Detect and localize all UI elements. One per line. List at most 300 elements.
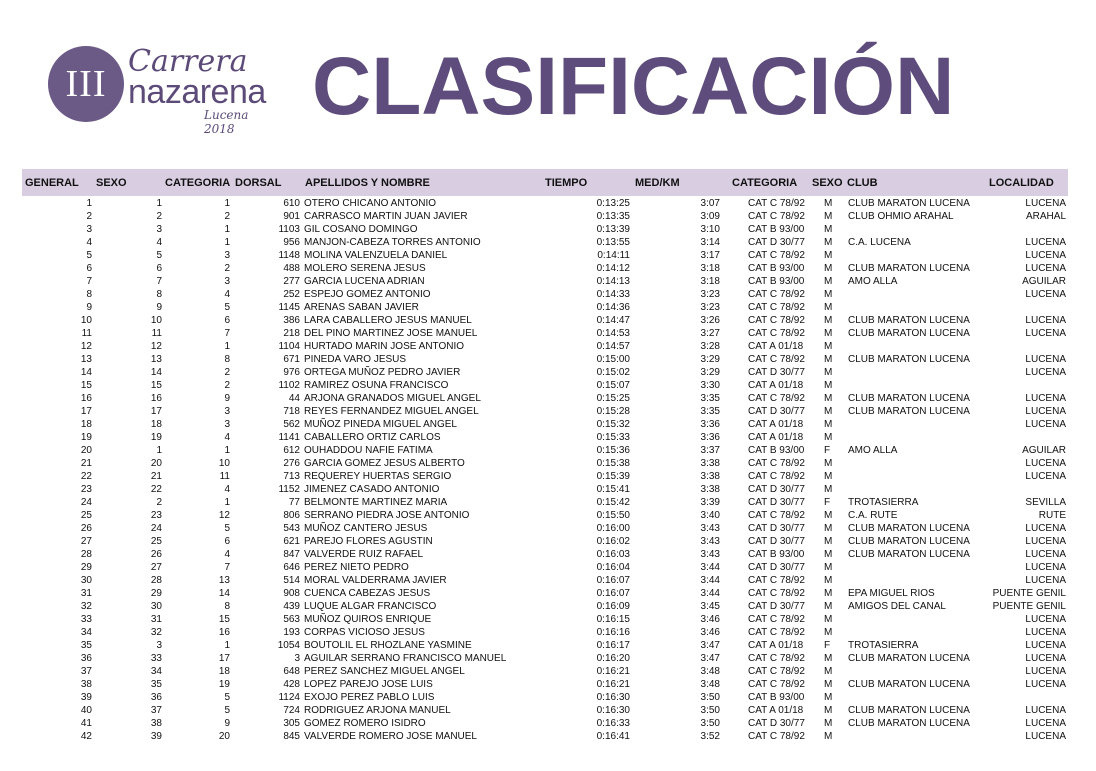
cell-club: CLUB MARATON LUCENA <box>848 679 970 690</box>
cell-categoria: CAT C 78/92 <box>748 289 805 300</box>
cell-tiempo: 0:16:21 <box>596 666 630 677</box>
cell-tiempo: 0:14:36 <box>596 302 630 313</box>
cell-localidad: LUCENA <box>1025 406 1066 417</box>
table-row <box>0 483 1096 496</box>
cell-general: 7 <box>86 276 92 287</box>
cell-sexo: M <box>824 731 833 742</box>
table-row <box>0 600 1096 613</box>
table-row <box>0 574 1096 587</box>
cell-sexo: M <box>824 211 833 222</box>
cell-tiempo: 0:15:07 <box>596 380 630 391</box>
cell-sexo: M <box>824 393 833 404</box>
cell-club: CLUB MARATON LUCENA <box>848 406 970 417</box>
header-general: GENERAL <box>25 177 79 189</box>
cell-medkm: 3:37 <box>700 445 720 456</box>
cell-cat-pos: 18 <box>218 666 230 677</box>
cell-medkm: 3:07 <box>700 198 720 209</box>
cell-sexo: F <box>824 640 831 651</box>
cell-sexo-pos: 35 <box>150 679 162 690</box>
cell-medkm: 3:29 <box>700 367 720 378</box>
cell-general: 9 <box>86 302 92 313</box>
cell-medkm: 3:35 <box>700 406 720 417</box>
cell-tiempo: 0:15:39 <box>596 471 630 482</box>
cell-dorsal: 713 <box>283 471 300 482</box>
cell-nombre: GARCIA GOMEZ JESUS ALBERTO <box>304 458 465 469</box>
header-sexo: SEXO <box>96 177 127 189</box>
cell-localidad: LUCENA <box>1025 679 1066 690</box>
cell-club: CLUB MARATON LUCENA <box>848 536 970 547</box>
cell-general: 14 <box>80 367 92 378</box>
cell-dorsal: 44 <box>288 393 300 404</box>
cell-nombre: AGUILAR SERRANO FRANCISCO MANUEL <box>304 653 507 664</box>
cell-sexo-pos: 18 <box>150 419 162 430</box>
cell-cat-pos: 1 <box>224 341 230 352</box>
table-row <box>0 704 1096 717</box>
cell-tiempo: 0:16:09 <box>596 601 630 612</box>
cell-localidad: LUCENA <box>1025 289 1066 300</box>
cell-general: 16 <box>80 393 92 404</box>
cell-medkm: 3:43 <box>700 523 720 534</box>
table-row <box>0 340 1096 353</box>
cell-nombre: VALVERDE RUIZ RAFAEL <box>304 549 424 560</box>
cell-sexo-pos: 28 <box>150 575 162 586</box>
cell-tiempo: 0:16:07 <box>596 588 630 599</box>
cell-dorsal: 439 <box>283 601 300 612</box>
event-logo <box>48 44 278 136</box>
cell-cat-pos: 1 <box>224 445 230 456</box>
cell-club: CLUB MARATON LUCENA <box>848 705 970 716</box>
cell-cat-pos: 5 <box>224 692 230 703</box>
table-header <box>22 169 1068 196</box>
table-row <box>0 509 1096 522</box>
cell-nombre: RODRIGUEZ ARJONA MANUEL <box>304 705 451 716</box>
cell-nombre: CUENCA CABEZAS JESUS <box>304 588 431 599</box>
cell-general: 25 <box>80 510 92 521</box>
cell-sexo: M <box>824 484 833 495</box>
cell-medkm: 3:38 <box>700 471 720 482</box>
cell-sexo-pos: 23 <box>150 510 162 521</box>
cell-tiempo: 0:13:39 <box>596 224 630 235</box>
cell-sexo: M <box>824 666 833 677</box>
cell-medkm: 3:47 <box>700 640 720 651</box>
cell-cat-pos: 15 <box>218 614 230 625</box>
cell-dorsal: 305 <box>283 718 300 729</box>
cell-sexo: M <box>824 354 833 365</box>
cell-sexo: M <box>824 198 833 209</box>
cell-sexo: M <box>824 627 833 638</box>
cell-cat-pos: 2 <box>224 211 230 222</box>
cell-sexo: M <box>824 419 833 430</box>
cell-general: 39 <box>80 692 92 703</box>
cell-sexo: M <box>824 653 833 664</box>
table-row <box>0 561 1096 574</box>
cell-categoria: CAT C 78/92 <box>748 315 805 326</box>
cell-dorsal: 648 <box>283 666 300 677</box>
cell-cat-pos: 8 <box>224 601 230 612</box>
cell-sexo: M <box>824 237 833 248</box>
cell-tiempo: 0:16:33 <box>596 718 630 729</box>
cell-categoria: CAT D 30/77 <box>748 484 805 495</box>
cell-general: 42 <box>80 731 92 742</box>
cell-medkm: 3:28 <box>700 341 720 352</box>
cell-localidad: LUCENA <box>1025 367 1066 378</box>
cell-nombre: MANJON-CABEZA TORRES ANTONIO <box>304 237 481 248</box>
cell-general: 41 <box>80 718 92 729</box>
cell-sexo: M <box>824 224 833 235</box>
cell-cat-pos: 5 <box>224 302 230 313</box>
cell-nombre: GIL COSANO DOMINGO <box>304 224 418 235</box>
cell-nombre: ARJONA GRANADOS MIGUEL ANGEL <box>304 393 481 404</box>
cell-nombre: ORTEGA MUÑOZ PEDRO JAVIER <box>304 367 461 378</box>
cell-cat-pos: 4 <box>224 432 230 443</box>
cell-dorsal: 1103 <box>278 224 300 235</box>
cell-sexo-pos: 11 <box>151 328 162 339</box>
cell-categoria: CAT D 30/77 <box>748 718 805 729</box>
cell-cat-pos: 1 <box>224 237 230 248</box>
cell-tiempo: 0:15:25 <box>596 393 630 404</box>
cell-club: CLUB MARATON LUCENA <box>848 653 970 664</box>
cell-sexo-pos: 4 <box>156 237 162 248</box>
cell-medkm: 3:44 <box>700 562 720 573</box>
cell-categoria: CAT A 01/18 <box>748 341 804 352</box>
cell-tiempo: 0:16:30 <box>596 705 630 716</box>
table-row <box>0 691 1096 704</box>
cell-sexo-pos: 2 <box>156 497 162 508</box>
logo-numeral-badge: III <box>48 46 124 122</box>
cell-dorsal: 252 <box>283 289 300 300</box>
table-row <box>0 665 1096 678</box>
cell-medkm: 3:52 <box>700 731 720 742</box>
cell-cat-pos: 19 <box>218 679 230 690</box>
cell-general: 24 <box>80 497 92 508</box>
cell-club: CLUB MARATON LUCENA <box>848 523 970 534</box>
table-row <box>0 327 1096 340</box>
cell-nombre: EXOJO PEREZ PABLO LUIS <box>304 692 435 703</box>
table-row <box>0 223 1096 236</box>
cell-nombre: ARENAS SABAN JAVIER <box>304 302 419 313</box>
cell-tiempo: 0:15:28 <box>596 406 630 417</box>
cell-general: 1 <box>86 198 92 209</box>
cell-tiempo: 0:16:16 <box>596 627 630 638</box>
cell-medkm: 3:43 <box>700 536 720 547</box>
cell-sexo-pos: 16 <box>150 393 162 404</box>
cell-sexo-pos: 14 <box>150 367 162 378</box>
logo-subtitle: Lucena 2018 <box>204 108 249 136</box>
cell-categoria: CAT D 30/77 <box>748 523 805 534</box>
cell-club: AMIGOS DEL CANAL <box>848 601 946 612</box>
cell-sexo: M <box>824 718 833 729</box>
cell-localidad: RUTE <box>1038 510 1066 521</box>
cell-dorsal: 908 <box>283 588 300 599</box>
cell-dorsal: 3 <box>294 653 300 664</box>
cell-tiempo: 0:16:30 <box>596 692 630 703</box>
cell-nombre: PEREZ SANCHEZ MIGUEL ANGEL <box>304 666 465 677</box>
cell-nombre: VALVERDE ROMERO JOSE MANUEL <box>304 731 477 742</box>
cell-categoria: CAT D 30/77 <box>748 406 805 417</box>
cell-sexo-pos: 29 <box>150 588 162 599</box>
cell-club: CLUB MARATON LUCENA <box>848 393 970 404</box>
cell-tiempo: 0:16:15 <box>596 614 630 625</box>
cell-general: 5 <box>86 250 92 261</box>
cell-tiempo: 0:14:13 <box>596 276 630 287</box>
cell-categoria: CAT D 30/77 <box>748 367 805 378</box>
cell-nombre: REQUEREY HUERTAS SERGIO <box>304 471 452 482</box>
cell-tiempo: 0:15:42 <box>596 497 630 508</box>
cell-cat-pos: 1 <box>224 497 230 508</box>
cell-dorsal: 1102 <box>278 380 300 391</box>
cell-sexo-pos: 22 <box>150 484 162 495</box>
table-row <box>0 522 1096 535</box>
cell-cat-pos: 4 <box>224 549 230 560</box>
cell-tiempo: 0:16:04 <box>596 562 630 573</box>
table-row <box>0 288 1096 301</box>
cell-medkm: 3:14 <box>700 237 720 248</box>
cell-localidad: LUCENA <box>1025 198 1066 209</box>
cell-medkm: 3:46 <box>700 614 720 625</box>
cell-tiempo: 0:15:00 <box>596 354 630 365</box>
cell-tiempo: 0:15:50 <box>596 510 630 521</box>
table-row <box>0 275 1096 288</box>
cell-categoria: CAT A 01/18 <box>748 705 804 716</box>
table-row <box>0 444 1096 457</box>
cell-tiempo: 0:16:07 <box>596 575 630 586</box>
cell-dorsal: 1124 <box>278 692 300 703</box>
cell-general: 12 <box>80 341 92 352</box>
cell-general: 8 <box>86 289 92 300</box>
cell-tiempo: 0:14:47 <box>596 315 630 326</box>
cell-sexo-pos: 36 <box>150 692 162 703</box>
cell-general: 40 <box>80 705 92 716</box>
table-row <box>0 392 1096 405</box>
cell-general: 35 <box>80 640 92 651</box>
cell-tiempo: 0:15:38 <box>596 458 630 469</box>
cell-cat-pos: 8 <box>224 354 230 365</box>
cell-sexo: M <box>824 341 833 352</box>
cell-dorsal: 386 <box>283 315 300 326</box>
cell-dorsal: 77 <box>288 497 300 508</box>
table-row <box>0 314 1096 327</box>
cell-sexo-pos: 5 <box>156 250 162 261</box>
cell-medkm: 3:39 <box>700 497 720 508</box>
cell-sexo: M <box>824 289 833 300</box>
table-row <box>0 418 1096 431</box>
cell-categoria: CAT A 01/18 <box>748 640 804 651</box>
cell-categoria: CAT C 78/92 <box>748 510 805 521</box>
cell-localidad: LUCENA <box>1025 653 1066 664</box>
cell-categoria: CAT C 78/92 <box>748 614 805 625</box>
cell-categoria: CAT A 01/18 <box>748 432 804 443</box>
cell-sexo: M <box>824 432 833 443</box>
cell-general: 15 <box>80 380 92 391</box>
cell-nombre: LOPEZ PAREJO JOSE LUIS <box>304 679 433 690</box>
cell-sexo-pos: 15 <box>150 380 162 391</box>
cell-categoria: CAT D 30/77 <box>748 562 805 573</box>
cell-cat-pos: 6 <box>224 536 230 547</box>
cell-tiempo: 0:13:25 <box>596 198 630 209</box>
cell-general: 29 <box>80 562 92 573</box>
cell-general: 18 <box>80 419 92 430</box>
cell-medkm: 3:18 <box>700 276 720 287</box>
cell-cat-pos: 3 <box>224 406 230 417</box>
cell-dorsal: 612 <box>283 445 300 456</box>
cell-club: CLUB MARATON LUCENA <box>848 328 970 339</box>
cell-club: CLUB MARATON LUCENA <box>848 718 970 729</box>
table-row <box>0 236 1096 249</box>
cell-categoria: CAT B 93/00 <box>748 549 805 560</box>
cell-medkm: 3:36 <box>700 419 720 430</box>
cell-dorsal: 724 <box>283 705 300 716</box>
cell-cat-pos: 2 <box>224 367 230 378</box>
cell-cat-pos: 2 <box>224 263 230 274</box>
cell-dorsal: 1152 <box>278 484 300 495</box>
cell-nombre: BOUTOLIL EL RHOZLANE YASMINE <box>304 640 472 651</box>
page-title: CLASIFICACIÓN <box>312 41 955 132</box>
cell-nombre: PINEDA VARO JESUS <box>304 354 407 365</box>
cell-medkm: 3:36 <box>700 432 720 443</box>
cell-nombre: JIMENEZ CASADO ANTONIO <box>304 484 440 495</box>
cell-sexo-pos: 3 <box>156 224 162 235</box>
cell-localidad: AGUILAR <box>1022 276 1066 287</box>
cell-cat-pos: 7 <box>224 562 230 573</box>
cell-general: 11 <box>81 328 92 339</box>
cell-tiempo: 0:14:33 <box>596 289 630 300</box>
cell-sexo: M <box>824 614 833 625</box>
cell-nombre: BELMONTE MARTINEZ MARIA <box>304 497 448 508</box>
cell-sexo: M <box>824 692 833 703</box>
cell-cat-pos: 9 <box>224 718 230 729</box>
cell-localidad: LUCENA <box>1025 354 1066 365</box>
cell-cat-pos: 4 <box>224 289 230 300</box>
cell-dorsal: 563 <box>283 614 300 625</box>
cell-medkm: 3:38 <box>700 458 720 469</box>
table-row <box>0 470 1096 483</box>
cell-categoria: CAT C 78/92 <box>748 354 805 365</box>
cell-dorsal: 543 <box>283 523 300 534</box>
cell-nombre: OUHADDOU NAFIE FATIMA <box>304 445 433 456</box>
cell-dorsal: 488 <box>283 263 300 274</box>
cell-localidad: SEVILLA <box>1025 497 1066 508</box>
cell-localidad: LUCENA <box>1025 237 1066 248</box>
cell-sexo: F <box>824 445 831 456</box>
cell-tiempo: 0:16:03 <box>596 549 630 560</box>
cell-sexo-pos: 32 <box>150 627 162 638</box>
cell-cat-pos: 1 <box>224 198 230 209</box>
cell-nombre: MOLERO SERENA JESUS <box>304 263 426 274</box>
cell-tiempo: 0:14:12 <box>596 263 630 274</box>
cell-medkm: 3:50 <box>700 718 720 729</box>
table-row <box>0 262 1096 275</box>
cell-medkm: 3:18 <box>700 263 720 274</box>
cell-localidad: LUCENA <box>1025 575 1066 586</box>
cell-cat-pos: 6 <box>224 315 230 326</box>
cell-tiempo: 0:16:02 <box>596 536 630 547</box>
cell-categoria: CAT D 30/77 <box>748 601 805 612</box>
cell-nombre: LUQUE ALGAR FRANCISCO <box>304 601 437 612</box>
cell-localidad: LUCENA <box>1025 718 1066 729</box>
table-row <box>0 535 1096 548</box>
cell-sexo-pos: 10 <box>150 315 162 326</box>
header-nombre: APELLIDOS Y NOMBRE <box>305 177 430 189</box>
cell-medkm: 3:48 <box>700 666 720 677</box>
cell-sexo: M <box>824 328 833 339</box>
cell-dorsal: 671 <box>283 354 300 365</box>
cell-tiempo: 0:16:20 <box>596 653 630 664</box>
cell-sexo: M <box>824 679 833 690</box>
cell-dorsal: 1141 <box>278 432 300 443</box>
cell-nombre: GARCIA LUCENA ADRIAN <box>304 276 425 287</box>
table-row <box>0 639 1096 652</box>
cell-localidad: LUCENA <box>1025 458 1066 469</box>
header-categoria: CATEGORIA <box>732 177 798 189</box>
table-row <box>0 717 1096 730</box>
cell-cat-pos: 13 <box>218 575 230 586</box>
cell-medkm: 3:50 <box>700 705 720 716</box>
cell-sexo: M <box>824 302 833 313</box>
table-row <box>0 652 1096 665</box>
cell-medkm: 3:26 <box>700 315 720 326</box>
cell-cat-pos: 3 <box>224 276 230 287</box>
cell-categoria: CAT B 93/00 <box>748 263 805 274</box>
cell-sexo-pos: 1 <box>156 445 162 456</box>
cell-nombre: GOMEZ ROMERO ISIDRO <box>304 718 426 729</box>
cell-general: 17 <box>80 406 92 417</box>
cell-dorsal: 277 <box>283 276 300 287</box>
cell-categoria: CAT C 78/92 <box>748 302 805 313</box>
cell-tiempo: 0:16:21 <box>596 679 630 690</box>
cell-general: 36 <box>80 653 92 664</box>
cell-general: 20 <box>80 445 92 456</box>
cell-dorsal: 428 <box>283 679 300 690</box>
cell-nombre: MORAL VALDERRAMA JAVIER <box>304 575 447 586</box>
cell-localidad: LUCENA <box>1025 471 1066 482</box>
cell-nombre: MUÑOZ CANTERO JESUS <box>304 523 428 534</box>
table-row <box>0 626 1096 639</box>
cell-categoria: CAT C 78/92 <box>748 198 805 209</box>
cell-general: 32 <box>80 601 92 612</box>
cell-cat-pos: 4 <box>224 484 230 495</box>
cell-medkm: 3:23 <box>700 289 720 300</box>
cell-sexo-pos: 26 <box>150 549 162 560</box>
cell-medkm: 3:40 <box>700 510 720 521</box>
header-categoria-pos: CATEGORIA <box>165 177 231 189</box>
cell-dorsal: 806 <box>283 510 300 521</box>
table-row <box>0 431 1096 444</box>
cell-general: 6 <box>86 263 92 274</box>
cell-categoria: CAT D 30/77 <box>748 497 805 508</box>
cell-localidad: LUCENA <box>1025 627 1066 638</box>
cell-sexo-pos: 27 <box>150 562 162 573</box>
cell-cat-pos: 7 <box>224 328 230 339</box>
cell-categoria: CAT C 78/92 <box>748 731 805 742</box>
cell-nombre: MUÑOZ PINEDA MIGUEL ANGEL <box>304 419 457 430</box>
cell-medkm: 3:46 <box>700 627 720 638</box>
cell-club: CLUB MARATON LUCENA <box>848 315 970 326</box>
cell-sexo-pos: 31 <box>150 614 162 625</box>
cell-localidad: LUCENA <box>1025 640 1066 651</box>
table-row <box>0 197 1096 210</box>
cell-medkm: 3:44 <box>700 575 720 586</box>
cell-categoria: CAT A 01/18 <box>748 380 804 391</box>
cell-dorsal: 1054 <box>277 640 300 651</box>
cell-sexo: M <box>824 276 833 287</box>
cell-nombre: CARRASCO MARTIN JUAN JAVIER <box>304 211 468 222</box>
cell-tiempo: 0:14:11 <box>597 250 630 261</box>
header-localidad: LOCALIDAD <box>989 177 1054 189</box>
cell-tiempo: 0:15:32 <box>596 419 630 430</box>
cell-cat-pos: 3 <box>224 419 230 430</box>
cell-club: C.A. RUTE <box>848 510 898 521</box>
cell-localidad: PUENTE GENIL <box>992 601 1066 612</box>
